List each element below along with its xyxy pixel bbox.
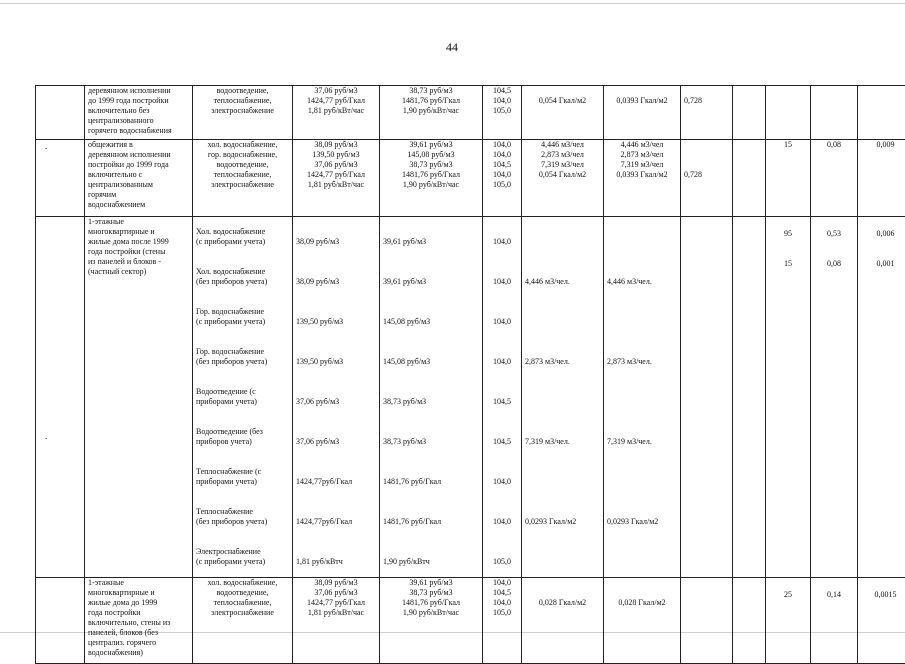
services-cell: хол. водоснабжение, гор. водоснабжение, водоотведение, теплоснабжение, электроснабжение — [193, 140, 293, 217]
norm-old-cell — [522, 217, 604, 578]
coefficient-cell — [681, 578, 733, 664]
col10-cell: 0,14 — [811, 578, 858, 664]
tariff-old-cell — [293, 217, 380, 578]
sub-service: Водоотведение (с приборами учета) — [196, 387, 289, 407]
tariff-old-cell: 38,09 руб/м3 139,50 руб/м3 37,06 руб/м3 1424,77 руб/Гкал 1,81 руб/кВт/час — [293, 140, 380, 217]
col11-cell: 0,006 0,001 — [858, 217, 905, 578]
sub-norm-old: 4,446 м3/чел. — [525, 277, 600, 287]
sub-index: 104,0 — [486, 357, 518, 367]
col9-cell — [766, 86, 811, 140]
coefficient-cell: 0,728 — [681, 86, 733, 140]
sub-service: Хол. водоснабжение (без приборов учета) — [196, 267, 289, 287]
norm-old-cell: 0,054 Гкал/м2 — [522, 86, 604, 140]
norm-old-cell: 0,028 Гкал/м2 — [522, 578, 604, 664]
tariff-new-cell — [380, 217, 483, 578]
table-row — [36, 578, 905, 664]
table-row — [36, 86, 905, 140]
col9-cell: 95 15 — [766, 217, 811, 578]
sub-norm-new: 0,0293 Гкал/м2 — [607, 517, 677, 527]
col9-cell: 25 — [766, 578, 811, 664]
sub-service: Хол. водоснабжение (с приборами учета) — [196, 227, 289, 247]
tariff-table — [35, 85, 905, 664]
sub-service: Электроснабжение (с приборами учета) — [196, 547, 289, 567]
sub-tariff-new: 145,08 руб/м3 — [383, 357, 479, 367]
bullet-mark: . — [45, 431, 47, 441]
category-cell: деревянном исполнении до 1999 года постройки включительно без централизованного горячего водоснабжения — [85, 86, 193, 140]
row-mark-cell — [36, 140, 85, 217]
sub-norm-new: 7,319 м3/чел. — [607, 437, 677, 447]
sub-tariff-old: 38,09 руб/м3 — [296, 237, 376, 247]
index-cell: 104,0 104,5 104,0 105,0 — [483, 578, 522, 664]
empty-cell — [733, 578, 766, 664]
sub-norm-old — [525, 237, 600, 247]
sub-index: 104,0 — [486, 237, 518, 247]
empty-cell — [733, 86, 766, 140]
sub-tariff-old: 38,09 руб/м3 — [296, 277, 376, 287]
norm-new-cell — [604, 217, 681, 578]
sub-service: Гор. водоснабжение (с приборами учета) — [196, 307, 289, 327]
sub-tariff-new: 1481,76 руб/Гкал — [383, 517, 479, 527]
row-mark-cell — [36, 86, 85, 140]
bullet-mark: . — [39, 140, 81, 151]
row-mark-cell — [36, 217, 85, 578]
tariff-new-cell: 39,61 руб/м3 38,73 руб/м3 1481,76 руб/Гкал 1,90 руб/кВт/час — [380, 578, 483, 664]
sub-norm-new: 2,873 м3/чел. — [607, 357, 677, 367]
col11-cell — [858, 86, 905, 140]
norm-old-cell: 4,446 м3/чел 2,873 м3/чел 7,319 м3/чел 0,054 Гкал/м2 — [522, 140, 604, 217]
empty-cell — [733, 217, 766, 578]
col11-cell: 0,0015 — [858, 578, 905, 664]
sub-index: 104,0 — [486, 317, 518, 327]
scan-edge-top — [0, 3, 905, 4]
sub-index: 104,0 — [486, 277, 518, 287]
table-row — [36, 140, 905, 217]
sub-tariff-old: 1,81 руб/кВтч — [296, 557, 376, 567]
row-mark-cell — [36, 578, 85, 664]
page-number: 44 — [440, 40, 464, 55]
sub-index: 104,0 — [486, 477, 518, 487]
sub-tariff-new: 39,61 руб/м3 — [383, 237, 479, 247]
sub-index: 104,5 — [486, 437, 518, 447]
col10-cell: 0,08 — [811, 140, 858, 217]
services-cell: хол. водоснабжение, водоотведение, теплоснабжение, электроснабжение — [193, 578, 293, 664]
table-row — [36, 217, 905, 578]
index-cell: 104,5 104,0 105,0 — [483, 86, 522, 140]
sub-service: Водоотведение (без приборов учета) — [196, 427, 289, 447]
sub-tariff-old: 1424,77руб/Гкал — [296, 477, 376, 487]
sub-norm-old: 2,873 м3/чел. — [525, 357, 600, 367]
sub-service: Гор. водоснабжение (без приборов учета) — [196, 347, 289, 367]
coefficient-cell: 0,728 — [681, 140, 733, 217]
tariff-old-cell: 37,06 руб/м3 1424,77 руб/Гкал 1,81 руб/кВт/час — [293, 86, 380, 140]
sub-tariff-old: 139,50 руб/м3 — [296, 317, 376, 327]
sub-tariff-old: 139,50 руб/м3 — [296, 357, 376, 367]
sub-tariff-new: 39,61 руб/м3 — [383, 277, 479, 287]
category-cell: 1-этажные многоквартирные и жилые дома после 1999 года постройки (стены из панелей и блоков - (частный сектор) — [85, 217, 193, 578]
sub-tariff-old: 1424,77руб/Гкал — [296, 517, 376, 527]
coefficient-cell — [681, 217, 733, 578]
index-cell: 104,0 104,0 104,5 104,0 105,0 — [483, 140, 522, 217]
sub-tariff-new: 145,08 руб/м3 — [383, 317, 479, 327]
services-cell — [193, 217, 293, 578]
sub-norm-new: 4,446 м3/чел. — [607, 277, 677, 287]
col10-cell: 0,53 0,08 — [811, 217, 858, 578]
sub-tariff-new: 38,73 руб/м3 — [383, 437, 479, 447]
sub-tariff-new: 1481,76 руб/Гкал — [383, 477, 479, 487]
sub-index: 105,0 — [486, 557, 518, 567]
norm-new-cell: 4,446 м3/чел 2,873 м3/чел 7,319 м3/чел 0,0393 Гкал/м2 — [604, 140, 681, 217]
tariff-old-cell: 38,09 руб/м3 37,06 руб/м3 1424,77 руб/Гкал 1,81 руб/кВт/час — [293, 578, 380, 664]
sub-norm-old: 0,0293 Гкал/м2 — [525, 517, 600, 527]
sub-norm-old: 7,319 м3/чел. — [525, 437, 600, 447]
col10-cell — [811, 86, 858, 140]
sub-service: Теплоснабжение (без приборов учета) — [196, 507, 289, 527]
sub-index: 104,0 — [486, 517, 518, 527]
tariff-new-cell: 38,73 руб/м3 1481,76 руб/Гкал 1,90 руб/кВт/час — [380, 86, 483, 140]
sub-tariff-new: 1,90 руб/кВтч — [383, 557, 479, 567]
norm-new-cell: 0,0393 Гкал/м2 — [604, 86, 681, 140]
empty-cell — [733, 140, 766, 217]
col11-cell: 0,009 — [858, 140, 905, 217]
col9-cell: 15 — [766, 140, 811, 217]
category-cell: 1-этажные многоквартирные и жилые дома до 1999 года постройки включительно, стены из панелей, блоков (без централиз. горячего водоснабжения) — [85, 578, 193, 664]
index-cell — [483, 217, 522, 578]
services-cell: водоотведение, теплоснабжение, электроснабжение — [193, 86, 293, 140]
sub-service: Теплоснабжение (с приборами учета) — [196, 467, 289, 487]
sub-tariff-old: 37,06 руб/м3 — [296, 397, 376, 407]
sub-tariff-old: 37,06 руб/м3 — [296, 437, 376, 447]
category-cell: общежития в деревянном исполнении постройки до 1999 года включительно с централизованным горячим водоснабжением — [85, 140, 193, 217]
norm-new-cell: 0,028 Гкал/м2 — [604, 578, 681, 664]
tariff-new-cell: 39,61 руб/м3 145,08 руб/м3 38,73 руб/м3 1481,76 руб/Гкал 1,90 руб/кВт/час — [380, 140, 483, 217]
sub-tariff-new: 38,73 руб/м3 — [383, 397, 479, 407]
sub-index: 104,5 — [486, 397, 518, 407]
